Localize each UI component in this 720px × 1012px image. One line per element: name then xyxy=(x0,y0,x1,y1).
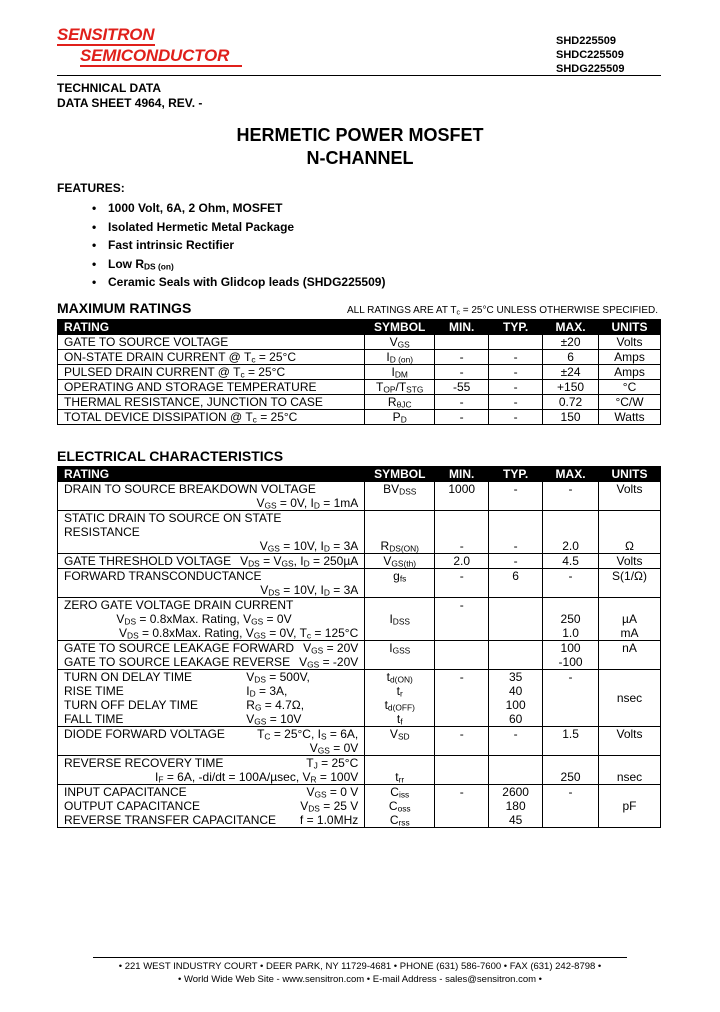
table-header xyxy=(58,320,661,335)
table-row: DIODE FORWARD VOLTAGE $T_C = 25^\circ C$, $I_S = 6A$, $V_{GS} = 0V$ $V_{SD}$ - - 1.5 Volts xyxy=(58,727,661,756)
part-numbers xyxy=(556,34,625,76)
header-typ: TYP. xyxy=(489,320,543,335)
footer-address: • 221 WEST INDUSTRY COURT • DEER PARK, NY 11729-4681 • PHONE (631) 586-7600 • FAX (631) 242-8798 • xyxy=(118,961,602,972)
table-row: FORWARD TRANSCONDUCTANCE $V_{DS} = 10V$, $I_D = 3A$ $g_{fs}$ - 6 - S(1/Ω) xyxy=(58,569,661,598)
feature-item: • 1000 Volt, 6A, 2 Ohm, MOSFET xyxy=(92,199,385,218)
page-title: HERMETIC POWER MOSFET xyxy=(236,125,484,145)
header-rating: RATING xyxy=(58,320,365,335)
header-typ: TYP. xyxy=(489,467,543,482)
brand-name-line1: SENSITRON xyxy=(57,25,155,44)
feature-item: • Fast intrinsic Rectifier xyxy=(92,236,385,255)
max-ratings-table xyxy=(57,319,661,425)
page-subtitle: N-CHANNEL xyxy=(306,148,414,168)
header-rating: RATING xyxy=(58,467,365,482)
header-rule xyxy=(57,75,661,76)
header-units: UNITS xyxy=(599,467,661,482)
brand-name-line2: SEMICONDUCTOR xyxy=(80,46,230,65)
header-max: MAX. xyxy=(543,467,599,482)
table-row: PULSED DRAIN CURRENT @ $T_c = 25^\circ C$ $I_{DM}$ - - ±24 Amps xyxy=(58,365,661,380)
table-row: GATE THRESHOLD VOLTAGE $V_{DS} = V_{GS}$, $I_D = 250\mu A$ $V_{GS(th)}$ 2.0 - 4.5 Volts xyxy=(58,554,661,569)
features-list xyxy=(92,199,385,292)
table-row: GATE TO SOURCE LEAKAGE FORWARD $V_{GS} = 20V$ GATE TO SOURCE LEAKAGE REVERSE $V_{GS} = -20V$ $I_{GSS}$ 100 -100 nA xyxy=(58,641,661,670)
part-number: SHDG225509 xyxy=(556,63,625,75)
max-ratings-heading: MAXIMUM RATINGS xyxy=(57,300,192,316)
footer-rule xyxy=(93,957,627,958)
table-row: ZERO GATE VOLTAGE DRAIN CURRENT $V_{DS}$ = 0.8xMax. Rating, $V_{GS} = 0V$ $V_{DS}$ = 0.8xMax. Rating, $V_{GS} = 0V$, $T_c = 125^\circ C$ $I_{DSS}$ - 250 1.0 µA mA xyxy=(58,598,661,641)
brand-underline-2 xyxy=(80,65,242,67)
doc-info xyxy=(57,81,202,111)
header-min: MIN. xyxy=(435,467,489,482)
table-header xyxy=(58,467,661,482)
table-row: TURN ON DELAY TIME $V_{DS} = 500V$, RISE TIME $I_D = 3A$, TURN OFF DELAY TIME $R_G = 4.7\Omega$, FALL TIME $V_{GS} = 10V$ $t_{d(ON)}$ $t_r$ $t_{d(OFF)}$ $t_f$ - 35 40 100 60 - nsec xyxy=(58,670,661,727)
header-units: UNITS xyxy=(599,320,661,335)
header-symbol: SYMBOL xyxy=(365,320,435,335)
table-row: THERMAL RESISTANCE, JUNCTION TO CASE $R_{\theta JC}$ - - 0.72 °C/W xyxy=(58,395,661,410)
features-heading: FEATURES: xyxy=(57,181,125,195)
feature-item: • Ceramic Seals with Glidcop leads (SHDG225509) xyxy=(92,273,385,292)
doc-type: TECHNICAL DATA xyxy=(57,81,161,95)
footer-contact: • World Wide Web Site - www.sensitron.com • E-mail Address - sales@sensitron.com • xyxy=(177,974,543,985)
table-row: INPUT CAPACITANCE $V_{GS} = 0$ V OUTPUT CAPACITANCE $V_{DS} = 25$ V REVERSE TRANSFER CAPACITANCE f = 1.0MHz $C_{iss}$ $C_{oss}$ $C_{rss}$ - 2600 180 45 - pF xyxy=(58,785,661,828)
feature-item: • Low $R_{DS (on)}$ xyxy=(92,255,385,274)
part-number: SHD225509 xyxy=(556,35,616,47)
table-row: DRAIN TO SOURCE BREAKDOWN VOLTAGE $V_{GS} = 0V$, $I_D = 1mA$ $BV_{DSS}$ 1000 - - Volts xyxy=(58,482,661,511)
doc-number: DATA SHEET 4964, REV. - xyxy=(57,96,203,110)
table-row: ON-STATE DRAIN CURRENT @ $T_c = 25^\circ C$ $I_{D (on)}$ - - 6 Amps xyxy=(58,350,661,365)
table-row: OPERATING AND STORAGE TEMPERATURE $T_{OP}/T_{STG}$ -55 - +150 °C xyxy=(58,380,661,395)
electrical-table xyxy=(57,466,661,828)
ratings-note: ALL RATINGS ARE AT $T_c = 25^\circ C$ UNLESS OTHERWISE SPECIFIED. xyxy=(346,305,658,317)
part-number: SHDC225509 xyxy=(556,49,624,61)
header-max: MAX. xyxy=(543,320,599,335)
table-row: STATIC DRAIN TO SOURCE ON STATE RESISTANCE $V_{GS} = 10V$, $I_D = 3A$ $R_{DS(ON)}$ - - 2.0 Ω xyxy=(58,511,661,554)
feature-item: • Isolated Hermetic Metal Package xyxy=(92,218,385,237)
header-min: MIN. xyxy=(435,320,489,335)
table-row: TOTAL DEVICE DISSIPATION @ $T_c = 25^\circ C$ $P_D$ - - 150 Watts xyxy=(58,410,661,425)
table-row: GATE TO SOURCE VOLTAGE $V_{GS}$ ±20 Volts xyxy=(58,335,661,350)
table-row: REVERSE RECOVERY TIME $T_J = 25^\circ C$ $I_F = 6A$, -di/dt = 100A/µsec, $V_R = 100V$ $t_{rr}$ 250 nsec xyxy=(58,756,661,785)
header-symbol: SYMBOL xyxy=(365,467,435,482)
electrical-heading: ELECTRICAL CHARACTERISTICS xyxy=(57,448,284,464)
